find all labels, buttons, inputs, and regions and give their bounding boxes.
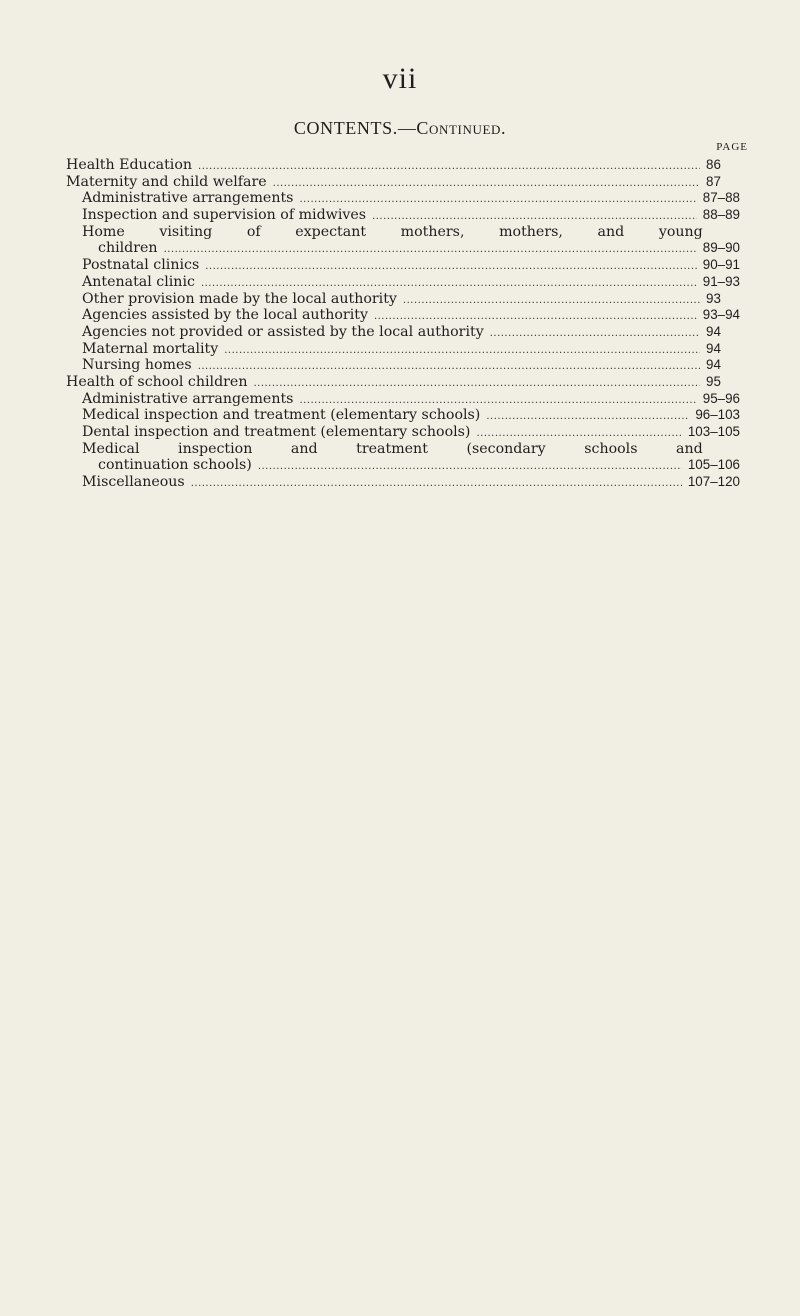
toc-entry-administrative-arrangements-2: [66, 391, 740, 408]
toc-entry-label: Health of school children: [66, 373, 248, 390]
dot-leader: [486, 409, 689, 426]
toc-entry-pages: 87: [706, 173, 721, 189]
toc-entry-other-provision: [66, 291, 740, 308]
toc-entry-medical-inspection-elementary: [66, 407, 740, 424]
toc-entry-agencies-not-provided: [66, 324, 740, 341]
toc-entry-pages: 103–105: [687, 424, 740, 439]
toc-entry-label: Maternal mortality: [82, 340, 219, 357]
toc-entry-school-children: [66, 374, 740, 391]
page-column-header: PAGE: [716, 141, 748, 153]
toc-entry-line: [66, 224, 740, 241]
toc-entry-pages: 93–94: [702, 307, 740, 323]
dot-leader: [205, 259, 697, 276]
toc-entry-label: Agencies not provided or assisted by the local authority: [82, 323, 484, 340]
toc-entry-line: [66, 441, 740, 458]
toc-entry-health-education: [66, 157, 740, 174]
toc-entry-pages: 95–96: [702, 390, 740, 406]
toc-entry-label: Administrative arrangements: [82, 190, 294, 207]
toc-entry-label: Inspection and supervision of midwives: [82, 207, 367, 224]
contents-heading: [0, 118, 800, 139]
toc-entry-label: Agencies assisted by the local authority: [82, 307, 368, 324]
toc-entry-pages: 86: [706, 157, 721, 172]
word: mothers,: [400, 223, 465, 240]
toc-entry-pages: 94: [706, 357, 721, 373]
toc-entry-pages: 94: [706, 323, 721, 339]
toc-entry-pages: 96–103: [695, 407, 740, 423]
toc-entry-label-line2: continuation schools): [98, 457, 252, 474]
word: inspection: [178, 440, 253, 457]
word: young: [658, 223, 703, 240]
toc-entry-label: Other provision made by the local authority: [82, 290, 397, 307]
toc-entry-label: Health Education: [66, 157, 193, 173]
toc-entry-label: Nursing homes: [82, 357, 192, 374]
word: and: [676, 440, 703, 457]
word: and: [597, 223, 625, 240]
toc-entry-maternity: [66, 174, 740, 191]
toc-entry-label: Miscellaneous: [82, 474, 185, 491]
toc-entry-administrative-arrangements: [66, 190, 740, 207]
word: and: [290, 440, 318, 457]
toc-entry-pages: 107–120: [687, 474, 740, 490]
dot-leader: [258, 459, 682, 476]
dot-leader: [191, 476, 682, 493]
toc-entry-pages: 90–91: [702, 257, 740, 273]
toc-entry-label-line2: children: [98, 240, 158, 257]
word: expectant: [295, 223, 367, 240]
toc-entry-label: Administrative arrangements: [82, 390, 294, 407]
toc-entry-label: Maternity and child welfare: [66, 173, 267, 190]
toc-entry-label: Medical inspection and treatment (elementary schools): [82, 407, 481, 424]
toc-entry-medical-inspection-secondary: [66, 441, 740, 474]
contents-continued: —Continued.: [397, 118, 507, 138]
dot-leader: [253, 376, 700, 393]
word: visiting: [159, 223, 213, 240]
toc-entry-agencies-assisted: [66, 307, 740, 324]
dot-leader: [198, 359, 700, 376]
toc-entry-line: [66, 240, 740, 257]
toc-entry-label: Dental inspection and treatment (elementary schools): [82, 424, 471, 440]
toc-entry-pages: 88–89: [702, 207, 740, 223]
dot-leader: [273, 176, 700, 193]
toc-entry-pages: 105–106: [687, 457, 740, 473]
toc-entry-maternal-mortality: [66, 341, 740, 358]
toc-entry-midwives: [66, 207, 740, 224]
toc-entry-pages: 87–88: [702, 190, 740, 206]
toc-entry-line: [66, 457, 740, 474]
toc-entry-pages: 93: [706, 290, 721, 306]
dot-leader: [164, 242, 697, 259]
dot-leader: [224, 343, 700, 360]
toc-entry-label: Postnatal clinics: [82, 257, 200, 274]
toc-entry-pages: 94: [706, 340, 721, 356]
toc-entry-home-visiting: [66, 224, 740, 257]
page-number: vii: [382, 62, 418, 95]
word: mothers,: [499, 223, 563, 240]
word: schools: [584, 440, 638, 457]
toc-entry-label: Antenatal clinic: [82, 273, 195, 290]
table-of-contents: [66, 157, 740, 491]
word: Medical: [82, 440, 140, 457]
dot-leader: [490, 326, 700, 343]
toc-entry-miscellaneous: [66, 474, 740, 491]
toc-entry-pages: 95: [706, 373, 721, 389]
toc-entry-pages: 89–90: [702, 240, 740, 256]
toc-entry-antenatal-clinic: [66, 274, 740, 291]
contents-title: CONTENTS.: [293, 118, 398, 138]
toc-entry-pages: 91–93: [702, 273, 740, 289]
word: treatment: [356, 440, 428, 457]
word: (secondary: [466, 440, 546, 457]
dot-leader: [403, 293, 700, 310]
toc-entry-label-line1: [82, 441, 703, 458]
word: of: [246, 223, 261, 240]
toc-entry-label-line1: [82, 224, 703, 241]
toc-entry-dental-inspection: [66, 424, 740, 441]
word: Home: [82, 223, 125, 240]
toc-entry-postnatal-clinics: [66, 257, 740, 274]
dot-leader: [198, 159, 700, 176]
toc-entry-nursing-homes: [66, 357, 740, 374]
